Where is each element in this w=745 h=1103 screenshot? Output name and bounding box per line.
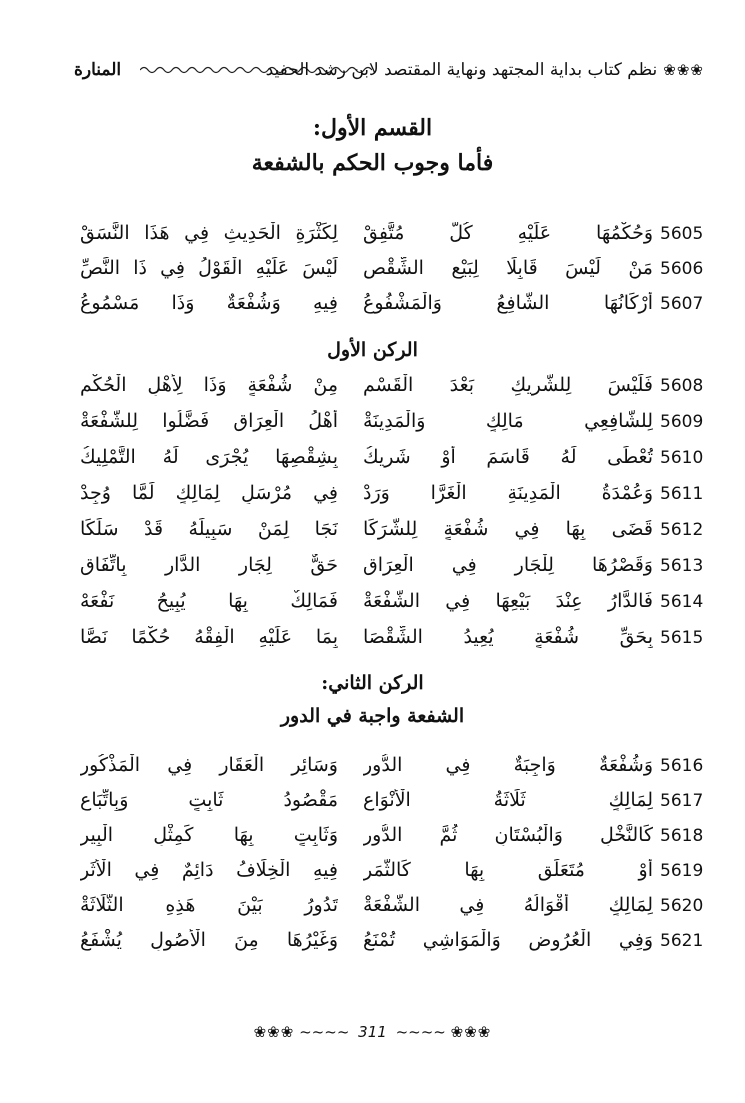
verse-number: 5609 xyxy=(660,412,704,432)
verse-second-hemistich: مِنْ شُفْعَةٍ وَذَا لِأَهْلِ الْحُكْمِ xyxy=(80,374,338,396)
verse-number: 5608 xyxy=(660,376,704,396)
verse-row xyxy=(0,516,745,550)
verse-row xyxy=(0,444,745,478)
footer-wave-icon: ~~~~ xyxy=(395,1023,446,1041)
section-title: القسم الأول: xyxy=(312,115,433,141)
page-footer xyxy=(0,1023,745,1041)
verse-second-hemistich: فِي مُرْسَلٍ لِمَالِكٍ لَمَّا وُجِدْ xyxy=(80,482,338,504)
verse-number: 5613 xyxy=(660,556,704,576)
heading-rukn-1: الركن الأول xyxy=(327,339,418,361)
footer-wave-icon: ~~~~ xyxy=(299,1023,350,1041)
verse-first-hemistich: وَعُمْدَةُ الْمَدِينَةِ الْغَرَّا وَرَدْ xyxy=(363,482,653,504)
page-number: 311 xyxy=(358,1023,387,1041)
verse-row xyxy=(0,787,745,821)
verse-first-hemistich: فَلَيْسَ لِلشَّرِيكِ بَعْدَ الْقَسْمِ xyxy=(363,374,653,396)
verse-first-hemistich: قَضَى بِهَا فِي شُفْعَةٍ لِلشُّرَكَا xyxy=(363,518,653,540)
verse-second-hemistich: فِيهِ الْخِلَافُ دَائِمٌ فِي الْأَثَرِ xyxy=(80,859,338,881)
verse-number: 5611 xyxy=(660,484,704,504)
verse-row xyxy=(0,892,745,926)
verse-row xyxy=(0,752,745,786)
verse-number: 5619 xyxy=(660,861,704,881)
verse-second-hemistich: وَسَائِرِ الْعَقَارِ فِي الْمَذْكُورِ xyxy=(80,754,338,776)
verse-number: 5607 xyxy=(660,294,704,314)
verse-second-hemistich: فِيهِ وَشُفْعَةٌ وَذَا مَسْمُوعُ xyxy=(80,292,338,314)
verse-row xyxy=(0,857,745,891)
verse-first-hemistich: وَقَصْرُهَا لِلْجَارِ فِي الْعِرَاقِ xyxy=(363,554,653,576)
verse-row xyxy=(0,372,745,406)
verse-number: 5617 xyxy=(660,791,704,811)
verse-second-hemistich: حَقٌّ لِجَارِ الدَّارِ بِاتِّفَاقِ xyxy=(80,554,338,576)
verse-first-hemistich: بِحَقِّ شُفْعَةٍ يُعِيدُ الشِّقْصَا xyxy=(363,626,653,648)
verse-row xyxy=(0,220,745,254)
flower-ornament-icon: ❀❀❀ xyxy=(253,1023,295,1041)
verse-number: 5614 xyxy=(660,592,704,612)
verse-second-hemistich: بِشِقْصِهَا يُجْرَى لَهُ التَّمْلِيكُ xyxy=(80,446,338,468)
verse-second-hemistich: لِكَثْرَةِ الْحَدِيثِ فِي هَذَا النَّسَقْ xyxy=(80,222,338,244)
verse-row xyxy=(0,552,745,586)
verse-number: 5605 xyxy=(660,224,704,244)
verse-second-hemistich: مَقْصُودُ ثَابِتٍ وَبِاتِّبَاعِ xyxy=(80,789,338,811)
verse-number: 5621 xyxy=(660,931,704,951)
verse-number: 5606 xyxy=(660,259,704,279)
verse-row xyxy=(0,624,745,658)
verse-first-hemistich: كَالنَّخْلِ وَالْبُسْتَانِ ثُمَّ الدُّورِ xyxy=(363,824,653,846)
header-book-name: المنارة xyxy=(74,60,122,80)
verse-second-hemistich: فَمَالِكٌ بِهَا يُبِيحُ نَفْعَهْ xyxy=(80,590,338,612)
verse-number: 5610 xyxy=(660,448,704,468)
flower-ornament-icon: ❀❀❀ xyxy=(663,61,704,79)
verse-first-hemistich: لِلشَّافِعِي مَالِكٍ وَالْمَدِينَةْ xyxy=(363,410,653,432)
section-subtitle: فأما وجوب الحكم بالشفعة xyxy=(251,150,494,176)
verse-row xyxy=(0,255,745,289)
verse-first-hemistich: مَنْ لَيْسَ قَابِلًا لِبَيْعِ الشِّقْصِ xyxy=(363,257,653,279)
verse-second-hemistich: نَجَا لِمَنْ سَبِيلَهُ قَدْ سَلَكَا xyxy=(80,518,338,540)
verse-second-hemistich: وَغَيْرُهَا مِنَ الْأُصُولِ يُشْفَعُ xyxy=(80,929,338,951)
verse-first-hemistich: فَالدَّارُ عِنْدَ بَيْعِهَا فِي الشُّفْعَةْ xyxy=(363,590,653,612)
verse-second-hemistich: بِمَا عَلَيْهِ الْفِقْهُ حُكْمًا نَصَّا xyxy=(80,626,338,648)
verse-second-hemistich: وَثَابِتٍ بِهَا كَمِثْلِ الْبِيرِ xyxy=(80,824,338,846)
verse-first-hemistich: وَشُفْعَةٌ وَاجِبَةٌ فِي الدُّورِ xyxy=(363,754,653,776)
verse-number: 5618 xyxy=(660,826,704,846)
flower-ornament-icon: ❀❀❀ xyxy=(450,1023,492,1041)
verse-number: 5615 xyxy=(660,628,704,648)
verse-first-hemistich: أَوْ مُتَعَلِّقٍ بِهَا كَالثَّمَرِ xyxy=(363,859,653,881)
heading-rukn-2: الركن الثاني: xyxy=(321,672,424,694)
verse-row xyxy=(0,408,745,442)
heading-rukn-2-subtitle: الشفعة واجبة في الدور xyxy=(280,705,465,727)
verse-row xyxy=(0,588,745,622)
verse-second-hemistich: تَدُورُ بَيْنَ هَذِهِ الثَّلَاثَةْ xyxy=(80,894,338,916)
verse-first-hemistich: وَفِي الْعُرُوضِ وَالْمَوَاشِي تُمْنَعُ xyxy=(363,929,653,951)
verse-first-hemistich: تُعْطَى لَهُ قَاسَمَ أَوْ شَرِيكُ xyxy=(363,446,653,468)
verse-second-hemistich: أَهْلُ الْعِرَاقِ فَضَّلُوا لِلشُّفْعَةْ xyxy=(80,410,338,432)
verse-second-hemistich: لَيْسَ عَلَيْهِ الْقَوْلُ فِي ذَا النَّصِّ xyxy=(80,257,338,279)
verse-first-hemistich: وَحُكْمُهَا عَلَيْهِ كُلٌّ مُتَّفِقْ xyxy=(363,222,653,244)
verse-row xyxy=(0,822,745,856)
verse-number: 5620 xyxy=(660,896,704,916)
verse-row xyxy=(0,290,745,324)
running-title: نظم كتاب بداية المجتهد ونهاية المقتصد لابن رشد الحفيد xyxy=(265,60,658,80)
verse-row xyxy=(0,927,745,961)
running-header xyxy=(266,60,704,80)
verse-number: 5612 xyxy=(660,520,704,540)
verse-row xyxy=(0,480,745,514)
verse-first-hemistich: لِمَالِكٍ أَقْوَالُهُ فِي الشُّفْعَةْ xyxy=(363,894,653,916)
verse-first-hemistich: لِمَالِكٍ ثَلَاثَةُ الْأَنْوَاعِ xyxy=(363,789,653,811)
verse-number: 5616 xyxy=(660,756,704,776)
verse-first-hemistich: أَرْكَانُهَا الشَّافِعُ وَالْمَشْفُوعُ xyxy=(363,292,653,314)
